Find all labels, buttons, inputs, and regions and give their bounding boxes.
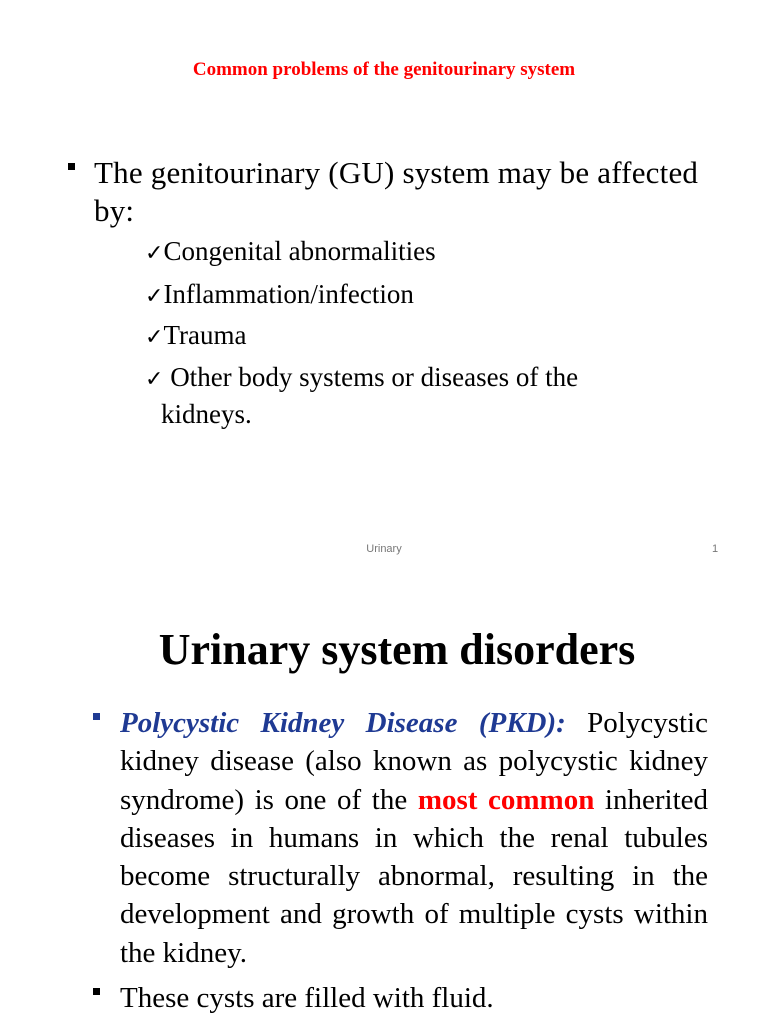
list-item xyxy=(145,362,578,393)
checkmark-icon: ✓ xyxy=(145,367,164,392)
checkmark-icon: ✓ xyxy=(145,241,164,266)
pkd-text-before: Polycystic kidney disease (also known as polycystic kidney syndrome) is one of the xyxy=(120,707,708,816)
list-item-label: Other body systems or diseases of the xyxy=(163,362,579,392)
pkd-term: Polycystic Kidney Disease (PKD): xyxy=(120,707,566,739)
list-item-label: kidneys. xyxy=(161,399,252,429)
slide-1-title: Common problems of the genitourinary system xyxy=(192,59,576,80)
list-item-label: Inflammation/infection xyxy=(163,279,414,309)
cysts-bullet-text: These cysts are filled with fluid. xyxy=(120,982,494,1014)
pkd-description-paragraph xyxy=(120,704,708,972)
slide-2-title: Urinary system disorders xyxy=(158,625,636,674)
square-bullet-icon xyxy=(93,713,100,720)
square-bullet-icon xyxy=(93,988,100,995)
list-item xyxy=(145,279,414,310)
list-item xyxy=(145,236,436,267)
list-item-label: Congenital abnormalities xyxy=(163,236,436,266)
checkmark-icon: ✓ xyxy=(145,325,164,350)
square-bullet-icon xyxy=(68,163,75,170)
checkmark-icon: ✓ xyxy=(145,284,164,309)
gu-system-bullet-text: The genitourinary (GU) system may be affected by: xyxy=(94,155,699,228)
list-item xyxy=(145,320,246,351)
pkd-text-after: inherited diseases in humans in which the renal tubules become structurally abnormal, resulting in the development and growth of multiple cysts within the kidney. xyxy=(120,783,708,969)
list-item-label: Trauma xyxy=(163,320,247,350)
list-item-continuation xyxy=(161,399,252,430)
pkd-highlight: most common xyxy=(417,783,595,816)
slide-page-number: 1 xyxy=(712,543,719,555)
slide-footer-label: Urinary xyxy=(366,543,402,555)
